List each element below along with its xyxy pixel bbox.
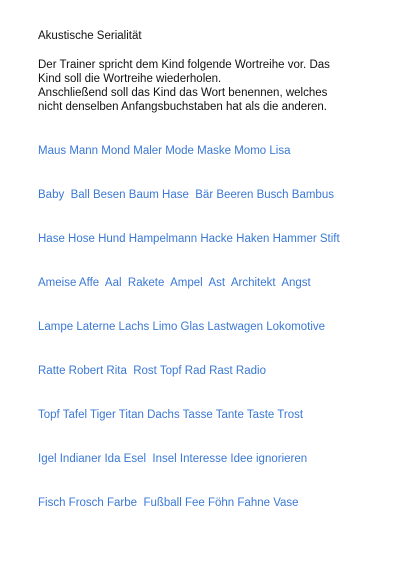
word-series-list xyxy=(38,144,388,540)
word-series-row: Lampe Laterne Lachs Limo Glas Lastwagen Lokomotive xyxy=(38,321,326,333)
word-series-row: Ratte Robert Rita Rost Topf Rad Rast Radio xyxy=(38,365,266,377)
document-title: Akustische Serialität xyxy=(38,30,142,42)
instructions-paragraph xyxy=(38,58,378,114)
word-series-row: Igel Indianer Ida Esel Insel Interesse Idee ignorieren xyxy=(38,453,308,465)
instruction-line: Kind soll die Wortreihe wiederholen. xyxy=(38,73,222,85)
instruction-line: nicht denselben Anfangsbuchstaben hat als die anderen. xyxy=(38,101,327,113)
word-series-row: Topf Tafel Tiger Titan Dachs Tasse Tante Taste Trost xyxy=(38,409,304,421)
instruction-line: Anschließend soll das Kind das Wort benennen, welches xyxy=(38,87,328,99)
word-series-row: Baby Ball Besen Baum Hase Bär Beeren Busch Bambus xyxy=(38,189,334,201)
word-series-row: Ameise Affe Aal Rakete Ampel Ast Architekt Angst xyxy=(38,277,311,289)
word-series-row: Maus Mann Mond Maler Mode Maske Momo Lisa xyxy=(38,145,291,157)
instruction-line: Der Trainer spricht dem Kind folgende Wortreihe vor. Das xyxy=(38,59,330,71)
word-series-row: Fisch Frosch Farbe Fußball Fee Föhn Fahne Vase xyxy=(38,497,299,509)
word-series-row: Hase Hose Hund Hampelmann Hacke Haken Hammer Stift xyxy=(38,233,340,245)
